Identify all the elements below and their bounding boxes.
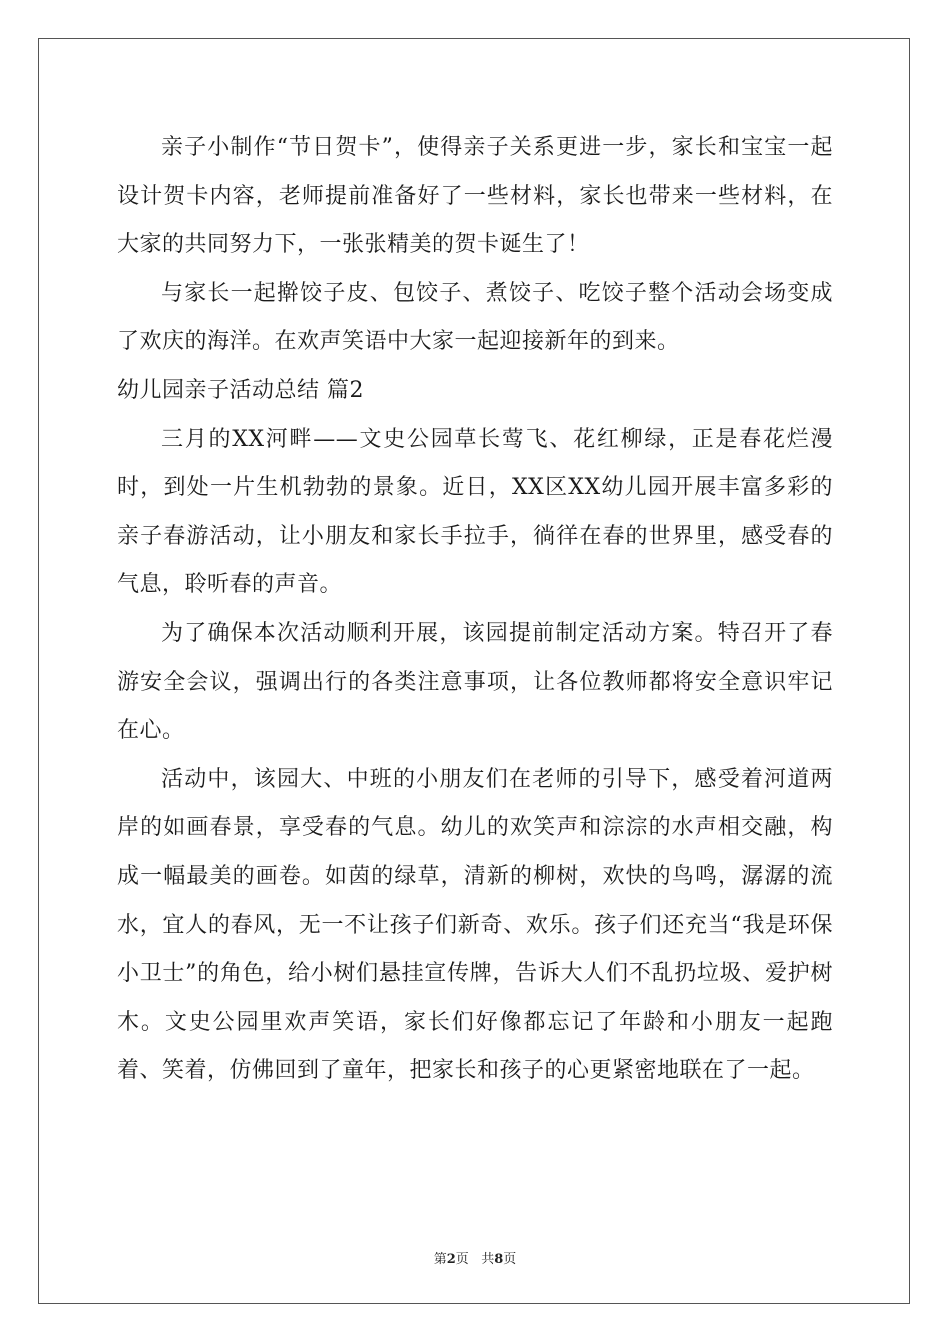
section-heading: 幼儿园亲子活动总结 篇2 <box>117 377 364 403</box>
document-body <box>117 124 833 1096</box>
paragraph-spring-outing: 三月的XX河畔——文史公园草长莺飞、花红柳绿，正是春花烂漫时，到处一片生机勃勃的景象。近日，XX区XX幼儿园开展丰富多彩的亲子春游活动，让小朋友和家长手拉手，徜徉在春的世界里，感受春的气息，聆听春的声音。 <box>117 426 833 598</box>
paragraph-activity: 活动中，该园大、中班的小朋友们在老师的引导下，感受着河道两岸的如画春景，享受春的气息。幼儿的欢笑声和淙淙的水声相交融，构成一幅最美的画卷。如茵的绿草，清新的柳树，欢快的鸟鸣，潺潺的流水，宜人的春风，无一不让孩子们新奇、欢乐。孩子们还充当“我是环保小卫士”的角色，给小树们悬挂宣传牌，告诉大人们不乱扔垃圾、爱护树木。文史公园里欢声笑语，家长们好像都忘记了年龄和小朋友一起跑着、笑着，仿佛回到了童年，把家长和孩子的心更紧密地联在了一起。 <box>117 766 833 1084</box>
page-prefix: 第 <box>433 1252 447 1267</box>
total-suffix: 页 <box>503 1252 517 1267</box>
paragraph-dumplings: 与家长一起擀饺子皮、包饺子、煮饺子、吃饺子整个活动会场变成了欢庆的海洋。在欢声笑语中大家一起迎接新年的到来。 <box>117 280 833 355</box>
page-number: 2 <box>446 1252 456 1267</box>
total-prefix: 共 <box>481 1252 495 1267</box>
page-suffix: 页 <box>455 1252 469 1267</box>
paragraph-safety-plan: 为了确保本次活动顺利开展，该园提前制定活动方案。特召开了春游安全会议，强调出行的各类注意事项，让各位教师都将安全意识牢记在心。 <box>117 620 833 744</box>
paragraph-greeting-card: 亲子小制作“节日贺卡”，使得亲子关系更进一步，家长和宝宝一起设计贺卡内容，老师提前准备好了一些材料，家长也带来一些材料，在大家的共同努力下，一张张精美的贺卡诞生了！ <box>117 135 833 258</box>
page-footer <box>0 1248 950 1267</box>
total-pages: 8 <box>494 1252 504 1267</box>
